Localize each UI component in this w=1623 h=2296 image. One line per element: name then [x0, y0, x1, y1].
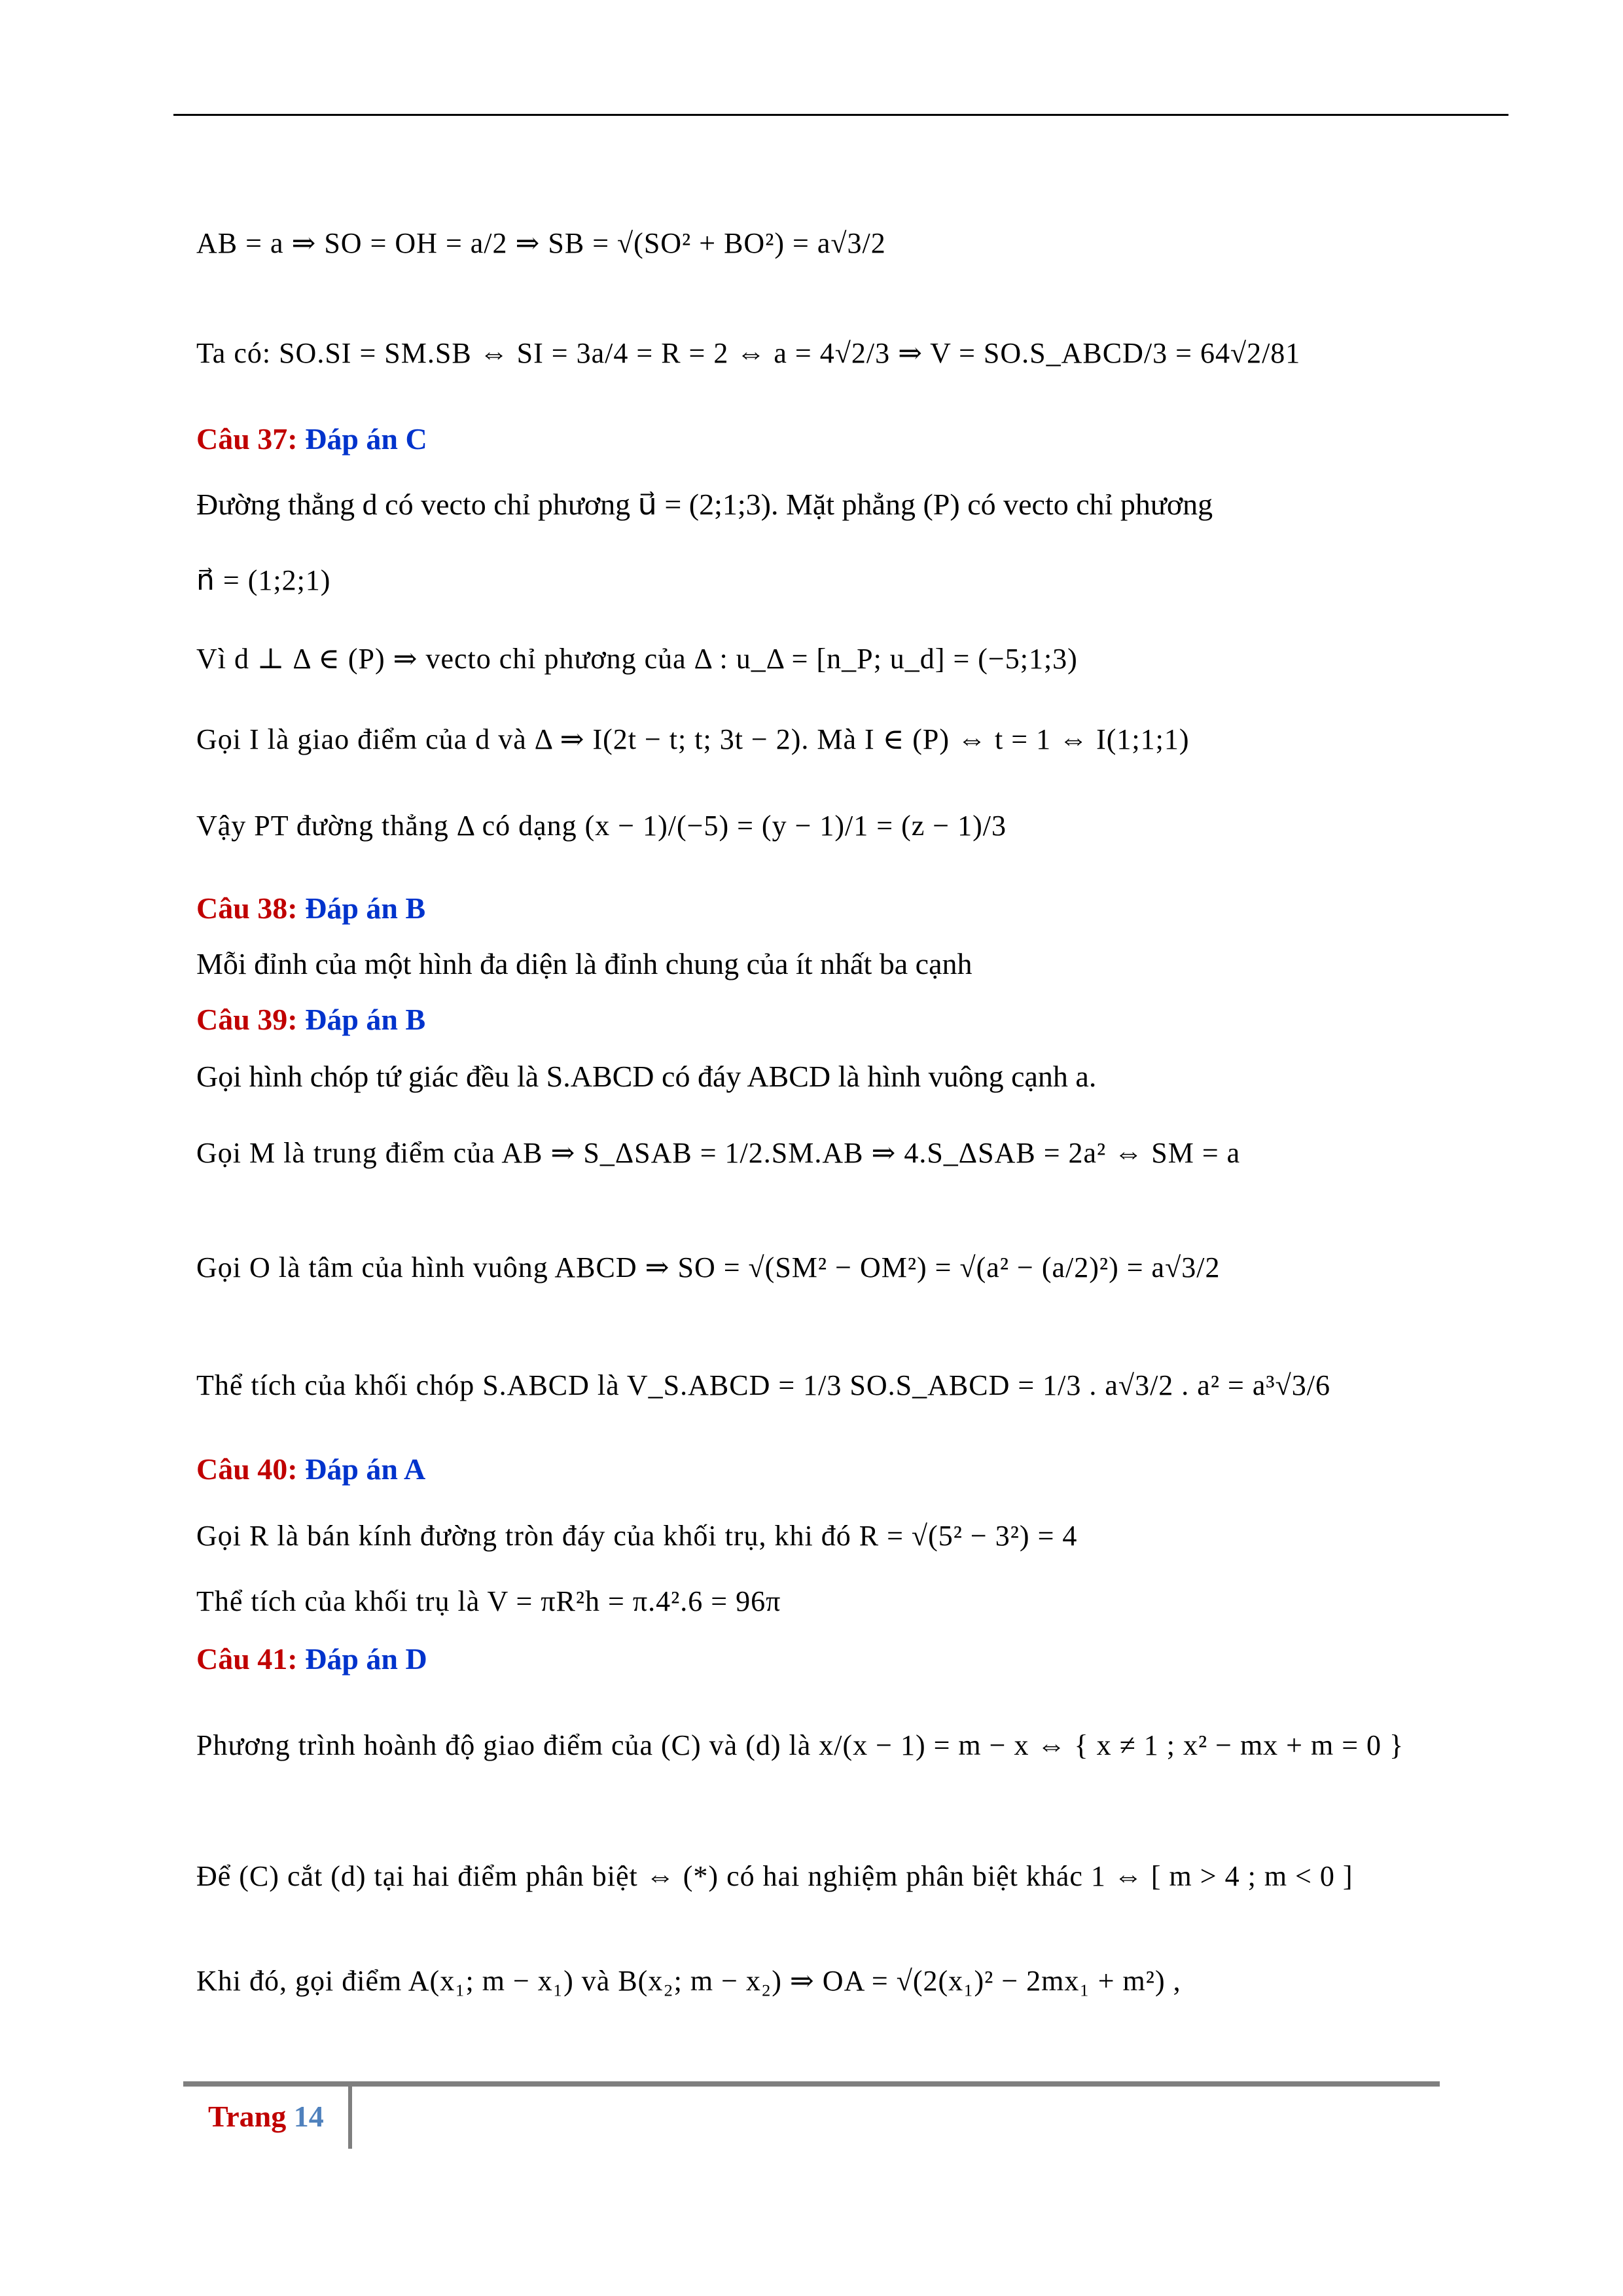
page-number: 14 [293, 2100, 324, 2133]
solution-line-13: Gọi R là bán kính đường tròn đáy của khối trụ, khi đó R = √(5² − 3²) = 4 [196, 1520, 1078, 1552]
solution-line-15: Phương trình hoành độ giao điểm của (C) và (d) là x/(x − 1) = m − x ⇔ { x ≠ 1 ; x² − mx + m = 0 } [196, 1729, 1404, 1761]
question-label: Câu 40: [196, 1452, 298, 1486]
answer-label: Đáp án A [305, 1452, 426, 1486]
answer-label: Đáp án D [305, 1642, 427, 1676]
solution-line-12: Thể tích của khối chóp S.ABCD là V_S.ABCD = 1/3 SO.S_ABCD = 1/3 . a√3/2 . a² = a³√3/6 [196, 1369, 1330, 1401]
solution-line-10: Gọi M là trung điểm của AB ⇒ S_ΔSAB = 1/2.SM.AB ⇒ 4.S_ΔSAB = 2a² ⇔ SM = a [196, 1137, 1241, 1169]
solution-line-5: Vì d ⊥ Δ ∈ (P) ⇒ vecto chỉ phương của Δ : u_Δ = [n_P; u_d] = (−5;1;3) [196, 643, 1078, 675]
solution-line-3: Đường thẳng d có vecto chỉ phương u⃗ = (2;1;3). Mặt phẳng (P) có vecto chỉ phương [196, 488, 1213, 521]
solution-line-14: Thể tích của khối trụ là V = πR²h = π.4².6 = 96π [196, 1585, 781, 1617]
question-38-heading [196, 893, 425, 924]
solution-line-7: Vậy PT đường thẳng Δ có dạng (x − 1)/(−5) = (y − 1)/1 = (z − 1)/3 [196, 810, 1007, 842]
solution-line-6: Gọi I là giao điểm của d và Δ ⇒ I(2t − t; t; 3t − 2). Mà I ∈ (P) ⇔ t = 1 ⇔ I(1;1;1) [196, 723, 1190, 755]
answer-label: Đáp án C [305, 422, 427, 456]
question-39-heading [196, 1005, 425, 1035]
question-label: Câu 39: [196, 1003, 298, 1036]
solution-line-17: Khi đó, gọi điểm A(x₁; m − x₁) và B(x₂; m − x₂) ⇒ OA = √(2(x₁)² − 2mx₁ + m²) , [196, 1965, 1181, 1997]
question-41-heading [196, 1644, 427, 1674]
solution-line-9: Gọi hình chóp tứ giác đều là S.ABCD có đáy ABCD là hình vuông cạnh a. [196, 1060, 1097, 1093]
solution-line-16: Để (C) cắt (d) tại hai điểm phân biệt ⇔ (*) có hai nghiệm phân biệt khác 1 ⇔ [ m > 4 ; m < 0 ] [196, 1860, 1353, 1892]
solution-line-4: n⃗ = (1;2;1) [196, 564, 331, 596]
question-label: Câu 41: [196, 1642, 298, 1676]
solution-line-1: AB = a ⇒ SO = OH = a/2 ⇒ SB = √(SO² + BO²) = a√3/2 [196, 227, 886, 259]
answer-label: Đáp án B [305, 1003, 426, 1036]
page-footer [208, 2099, 324, 2134]
solution-line-8: Mỗi đỉnh của một hình đa diện là đỉnh chung của ít nhất ba cạnh [196, 947, 972, 980]
solution-line-2: Ta có: SO.SI = SM.SB ⇔ SI = 3a/4 = R = 2 ⇔ a = 4√2/3 ⇒ V = SO.S_ABCD/3 = 64√2/81 [196, 337, 1301, 369]
page-label: Trang [208, 2100, 287, 2133]
header-rule [173, 114, 1508, 116]
question-37-heading [196, 424, 427, 454]
question-label: Câu 37: [196, 422, 298, 456]
footer-rule [183, 2081, 1440, 2087]
question-label: Câu 38: [196, 891, 298, 925]
answer-label: Đáp án B [305, 891, 426, 925]
footer-divider [348, 2087, 352, 2149]
question-40-heading [196, 1454, 425, 1484]
solution-line-11: Gọi O là tâm của hình vuông ABCD ⇒ SO = √(SM² − OM²) = √(a² − (a/2)²) = a√3/2 [196, 1251, 1221, 1283]
